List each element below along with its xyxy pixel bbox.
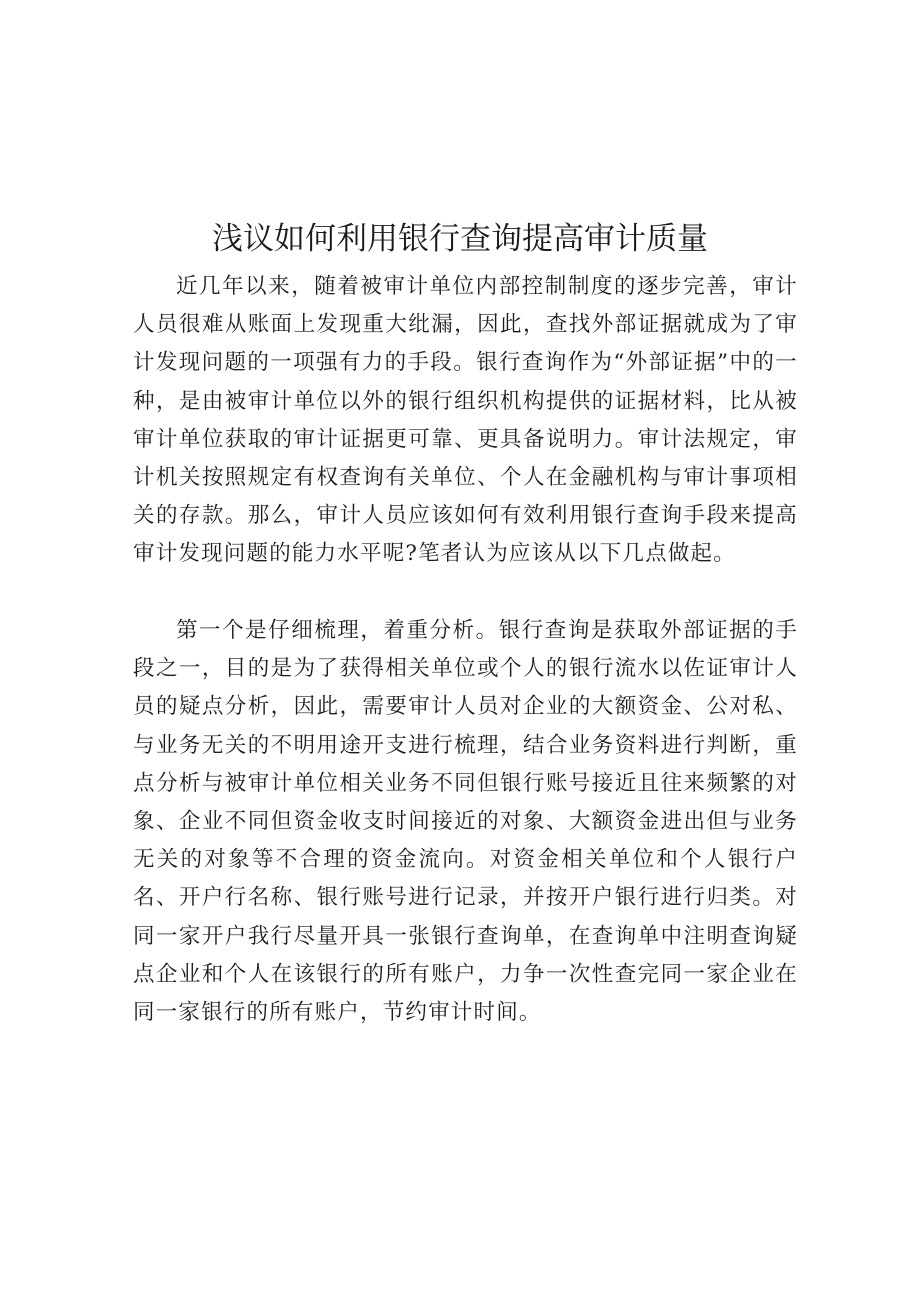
paragraph-intro: 近几年以来，随着被审计单位内部控制制度的逐步完善，审计人员很难从账面上发现重大纰漏，因此，查找外部证据就成为了审计发现问题的一项强有力的手段。银行查询作为“外部证据”中的一种，是由被审计单位以外的银行组织机构提供的证据材料，比从被审计单位获取的审计证据更可靠、更具备说明力。审计法规定，审计机关按照规定有权查询有关单位、个人在金融机构与审计事项相关的存款。那么，审计人员应该如何有效利用银行查询手段来提高审计发现问题的能力水平呢?笔者认为应该从以下几点做起。 <box>133 274 798 567</box>
page-title: 浅议如何利用银行查询提高审计质量 <box>212 221 708 257</box>
paragraph-first-point: 第一个是仔细梳理，着重分析。银行查询是获取外部证据的手段之一，目的是为了获得相关单位或个人的银行流水以佐证审计人员的疑点分析，因此，需要审计人员对企业的大额资金、公对私、与业务无关的不明用途开支进行梳理，结合业务资料进行判断，重点分析与被审计单位相关业务不同但银行账号接近且往来频繁的对象、企业不同但资金收支时间接近的对象、大额资金进出但与业务无关的对象等不合理的资金流向。对资金相关单位和个人银行户名、开户行名称、银行账号进行记录，并按开户银行进行归类。对同一家开户我行尽量开具一张银行查询单，在查询单中注明查询疑点企业和个人在该银行的所有账户，力争一次性查完同一家企业在同一家银行的所有账户，节约审计时间。 <box>133 618 798 1026</box>
